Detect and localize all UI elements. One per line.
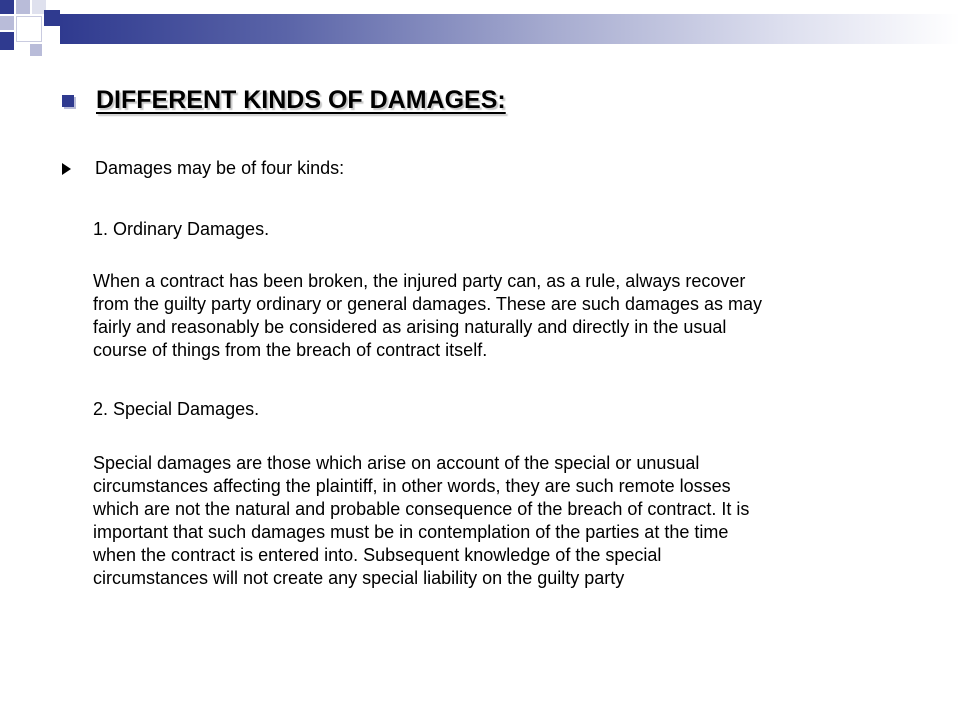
deco-square [30, 44, 42, 56]
square-bullet-icon [62, 95, 74, 107]
deco-square [44, 10, 60, 26]
deco-square [16, 16, 42, 42]
deco-square [16, 0, 30, 14]
intro-text: Damages may be of four kinds: [95, 158, 345, 178]
arrow-bullet-icon [62, 163, 71, 175]
body-line: circumstances will not create any special liability on the guilty party [93, 568, 625, 588]
body-line: when the contract is entered into. Subsequent knowledge of the special [93, 545, 662, 565]
body-line: fairly and reasonably be considered as arising naturally and directly in the usual [93, 317, 727, 337]
body-line: Special damages are those which arise on account of the special or unusual [93, 453, 700, 473]
section-body-ordinary [93, 270, 923, 362]
deco-square [0, 0, 14, 14]
section-body-special [93, 452, 923, 590]
slide-title: DIFFERENT KINDS OF DAMAGES: [96, 86, 506, 114]
body-line: course of things from the breach of contract itself. [93, 340, 488, 360]
body-line: When a contract has been broken, the injured party can, as a rule, always recover [93, 271, 746, 291]
body-line: from the guilty party ordinary or general damages. These are such damages as may [93, 294, 763, 314]
deco-square [0, 32, 14, 50]
header-gradient-band [60, 14, 960, 44]
section-heading-special: 2. Special Damages. [93, 399, 260, 419]
intro-row [60, 158, 920, 179]
title-row [62, 86, 922, 115]
body-line: important that such damages must be in contemplation of the parties at the time [93, 522, 729, 542]
deco-square [0, 16, 14, 30]
body-line: circumstances affecting the plaintiff, in other words, they are such remote losses [93, 476, 731, 496]
body-line: which are not the natural and probable consequence of the breach of contract. It is [93, 499, 750, 519]
section-heading-ordinary: 1. Ordinary Damages. [93, 219, 270, 239]
